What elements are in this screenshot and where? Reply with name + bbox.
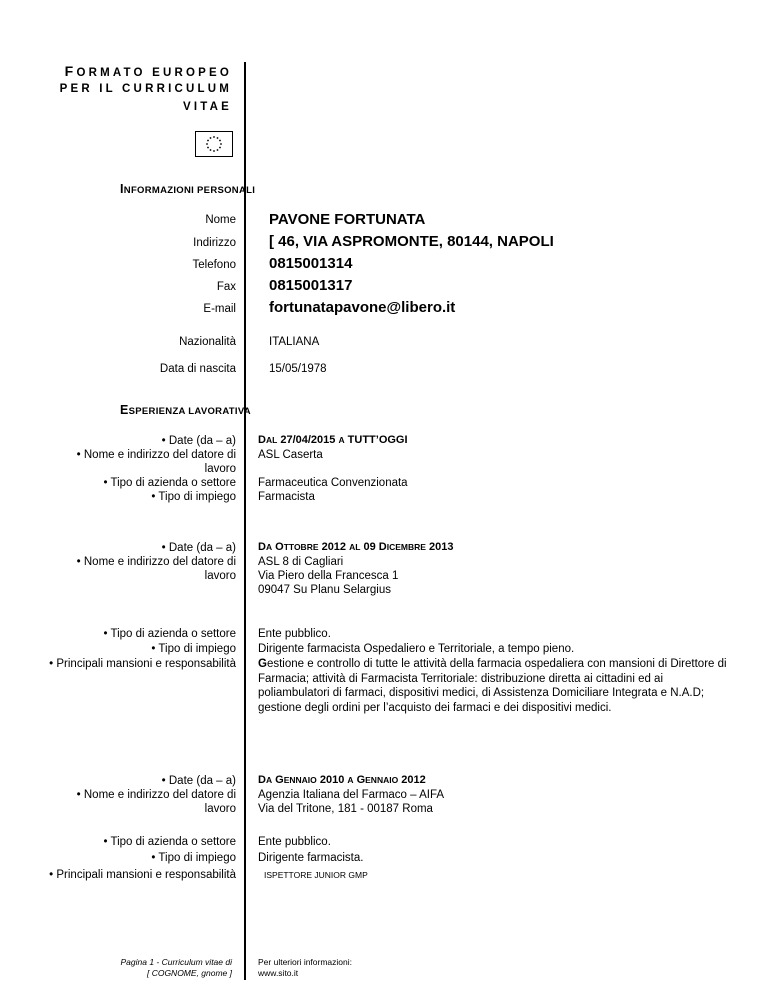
entry2-sector: Ente pubblico. <box>258 628 331 640</box>
label-employer-cont: lavoro <box>204 803 236 815</box>
column-divider <box>244 62 246 980</box>
label-job: • Tipo di impiego <box>151 852 236 864</box>
entry1-job: Farmacista <box>258 491 315 503</box>
label-employer: • Nome e indirizzo del datore di <box>76 449 236 461</box>
entry2-employer-address: Via Piero della Francesca 1 <box>258 570 399 582</box>
entry2-employer: ASL 8 di Cagliari <box>258 556 344 568</box>
entry3-date: DA GENNAIO 2010 A GENNAIO 2012 <box>258 774 426 786</box>
value-nazionalita: ITALIANA <box>269 336 320 348</box>
entry2-duties: Gestione e controllo di tutte le attività della farmacia ospedaliera con mansioni di Direttore di Farmacia; attività di Farmacista Territoriale: distribuzione diretta ai cittadini ed ai poliambulatori di farmaci, dispositivi medici, di Assistenza Domiciliare Integrata e N.A.D; gestione degli ordini per l’acquisto dei farmaci e dei dispositivi medici. <box>258 658 727 714</box>
footer-info-text: Per ulteriori informazioni: <box>258 957 353 967</box>
value-telefono: 0815001314 <box>269 255 353 272</box>
entry1-date: DAL 27/04/2015 A TUTT’OGGI <box>258 434 408 446</box>
value-nome: PAVONE FORTUNATA <box>269 211 426 228</box>
entry3-duties: ISPETTORE JUNIOR GMP <box>264 870 368 880</box>
label-sector: • Tipo di azienda o settore <box>103 836 236 848</box>
value-fax: 0815001317 <box>269 277 353 294</box>
label-employer-cont: lavoro <box>204 570 236 582</box>
header-line-3: VITAE <box>182 101 232 113</box>
entry1-employer: ASL Caserta <box>258 449 323 461</box>
entry2-date: DA OTTOBRE 2012 AL 09 DICEMBRE 2013 <box>258 541 454 553</box>
value-data-nascita: 15/05/1978 <box>269 363 327 375</box>
eu-flag-icon <box>195 131 233 157</box>
entry2-employer-city: 09047 Su Planu Selargius <box>258 584 391 596</box>
label-data-nascita: Data di nascita <box>159 363 236 375</box>
entry3-sector: Ente pubblico. <box>258 836 331 848</box>
label-duties: • Principali mansioni e responsabilità <box>49 658 236 670</box>
label-employer-cont: lavoro <box>204 463 236 475</box>
footer-name-placeholder: [ COGNOME, gnome ] <box>146 967 232 978</box>
label-duties: • Principali mansioni e responsabilità <box>49 869 236 881</box>
entry3-job: Dirigente farmacista. <box>258 852 364 864</box>
label-job: • Tipo di impiego <box>151 491 236 503</box>
header-line-1: FORMATO EUROPEO <box>64 63 232 79</box>
label-sector: • Tipo di azienda o settore <box>103 477 236 489</box>
value-indirizzo: [ 46, VIA ASPROMONTE, 80144, NAPOLI <box>269 233 554 250</box>
footer-website-link[interactable]: www.sito.it <box>258 967 299 978</box>
footer-page-text: Pagina 1 - Curriculum vitae di <box>120 957 232 967</box>
label-email: E-mail <box>203 303 236 315</box>
personal-info-heading: INFORMAZIONI PERSONALI <box>120 182 256 196</box>
label-employer: • Nome e indirizzo del datore di <box>76 556 236 568</box>
label-telefono: Telefono <box>192 259 236 271</box>
footer-left <box>121 957 233 978</box>
entry3-employer: Agenzia Italiana del Farmaco – AIFA <box>258 789 445 801</box>
work-experience-heading: ESPERIENZA LAVORATIVA <box>120 403 251 417</box>
entry1-sector: Farmaceutica Convenzionata <box>258 477 408 489</box>
label-employer: • Nome e indirizzo del datore di <box>76 789 236 801</box>
footer-right <box>258 957 352 978</box>
entry3-employer-address: Via del Tritone, 181 - 00187 Roma <box>258 803 433 815</box>
label-date: • Date (da – a) <box>161 542 236 554</box>
entry2-job: Dirigente farmacista Ospedaliero e Territoriale, a tempo pieno. <box>258 643 575 655</box>
label-job: • Tipo di impiego <box>151 643 236 655</box>
header-line-2: PER IL CURRICULUM <box>59 83 232 95</box>
label-indirizzo: Indirizzo <box>193 237 236 249</box>
value-email: fortunatapavone@libero.it <box>269 299 456 316</box>
label-sector: • Tipo di azienda o settore <box>103 628 236 640</box>
label-nome: Nome <box>205 214 236 226</box>
label-nazionalita: Nazionalità <box>179 336 236 348</box>
label-fax: Fax <box>216 281 236 293</box>
label-date: • Date (da – a) <box>161 775 236 787</box>
label-date: • Date (da – a) <box>161 435 236 447</box>
